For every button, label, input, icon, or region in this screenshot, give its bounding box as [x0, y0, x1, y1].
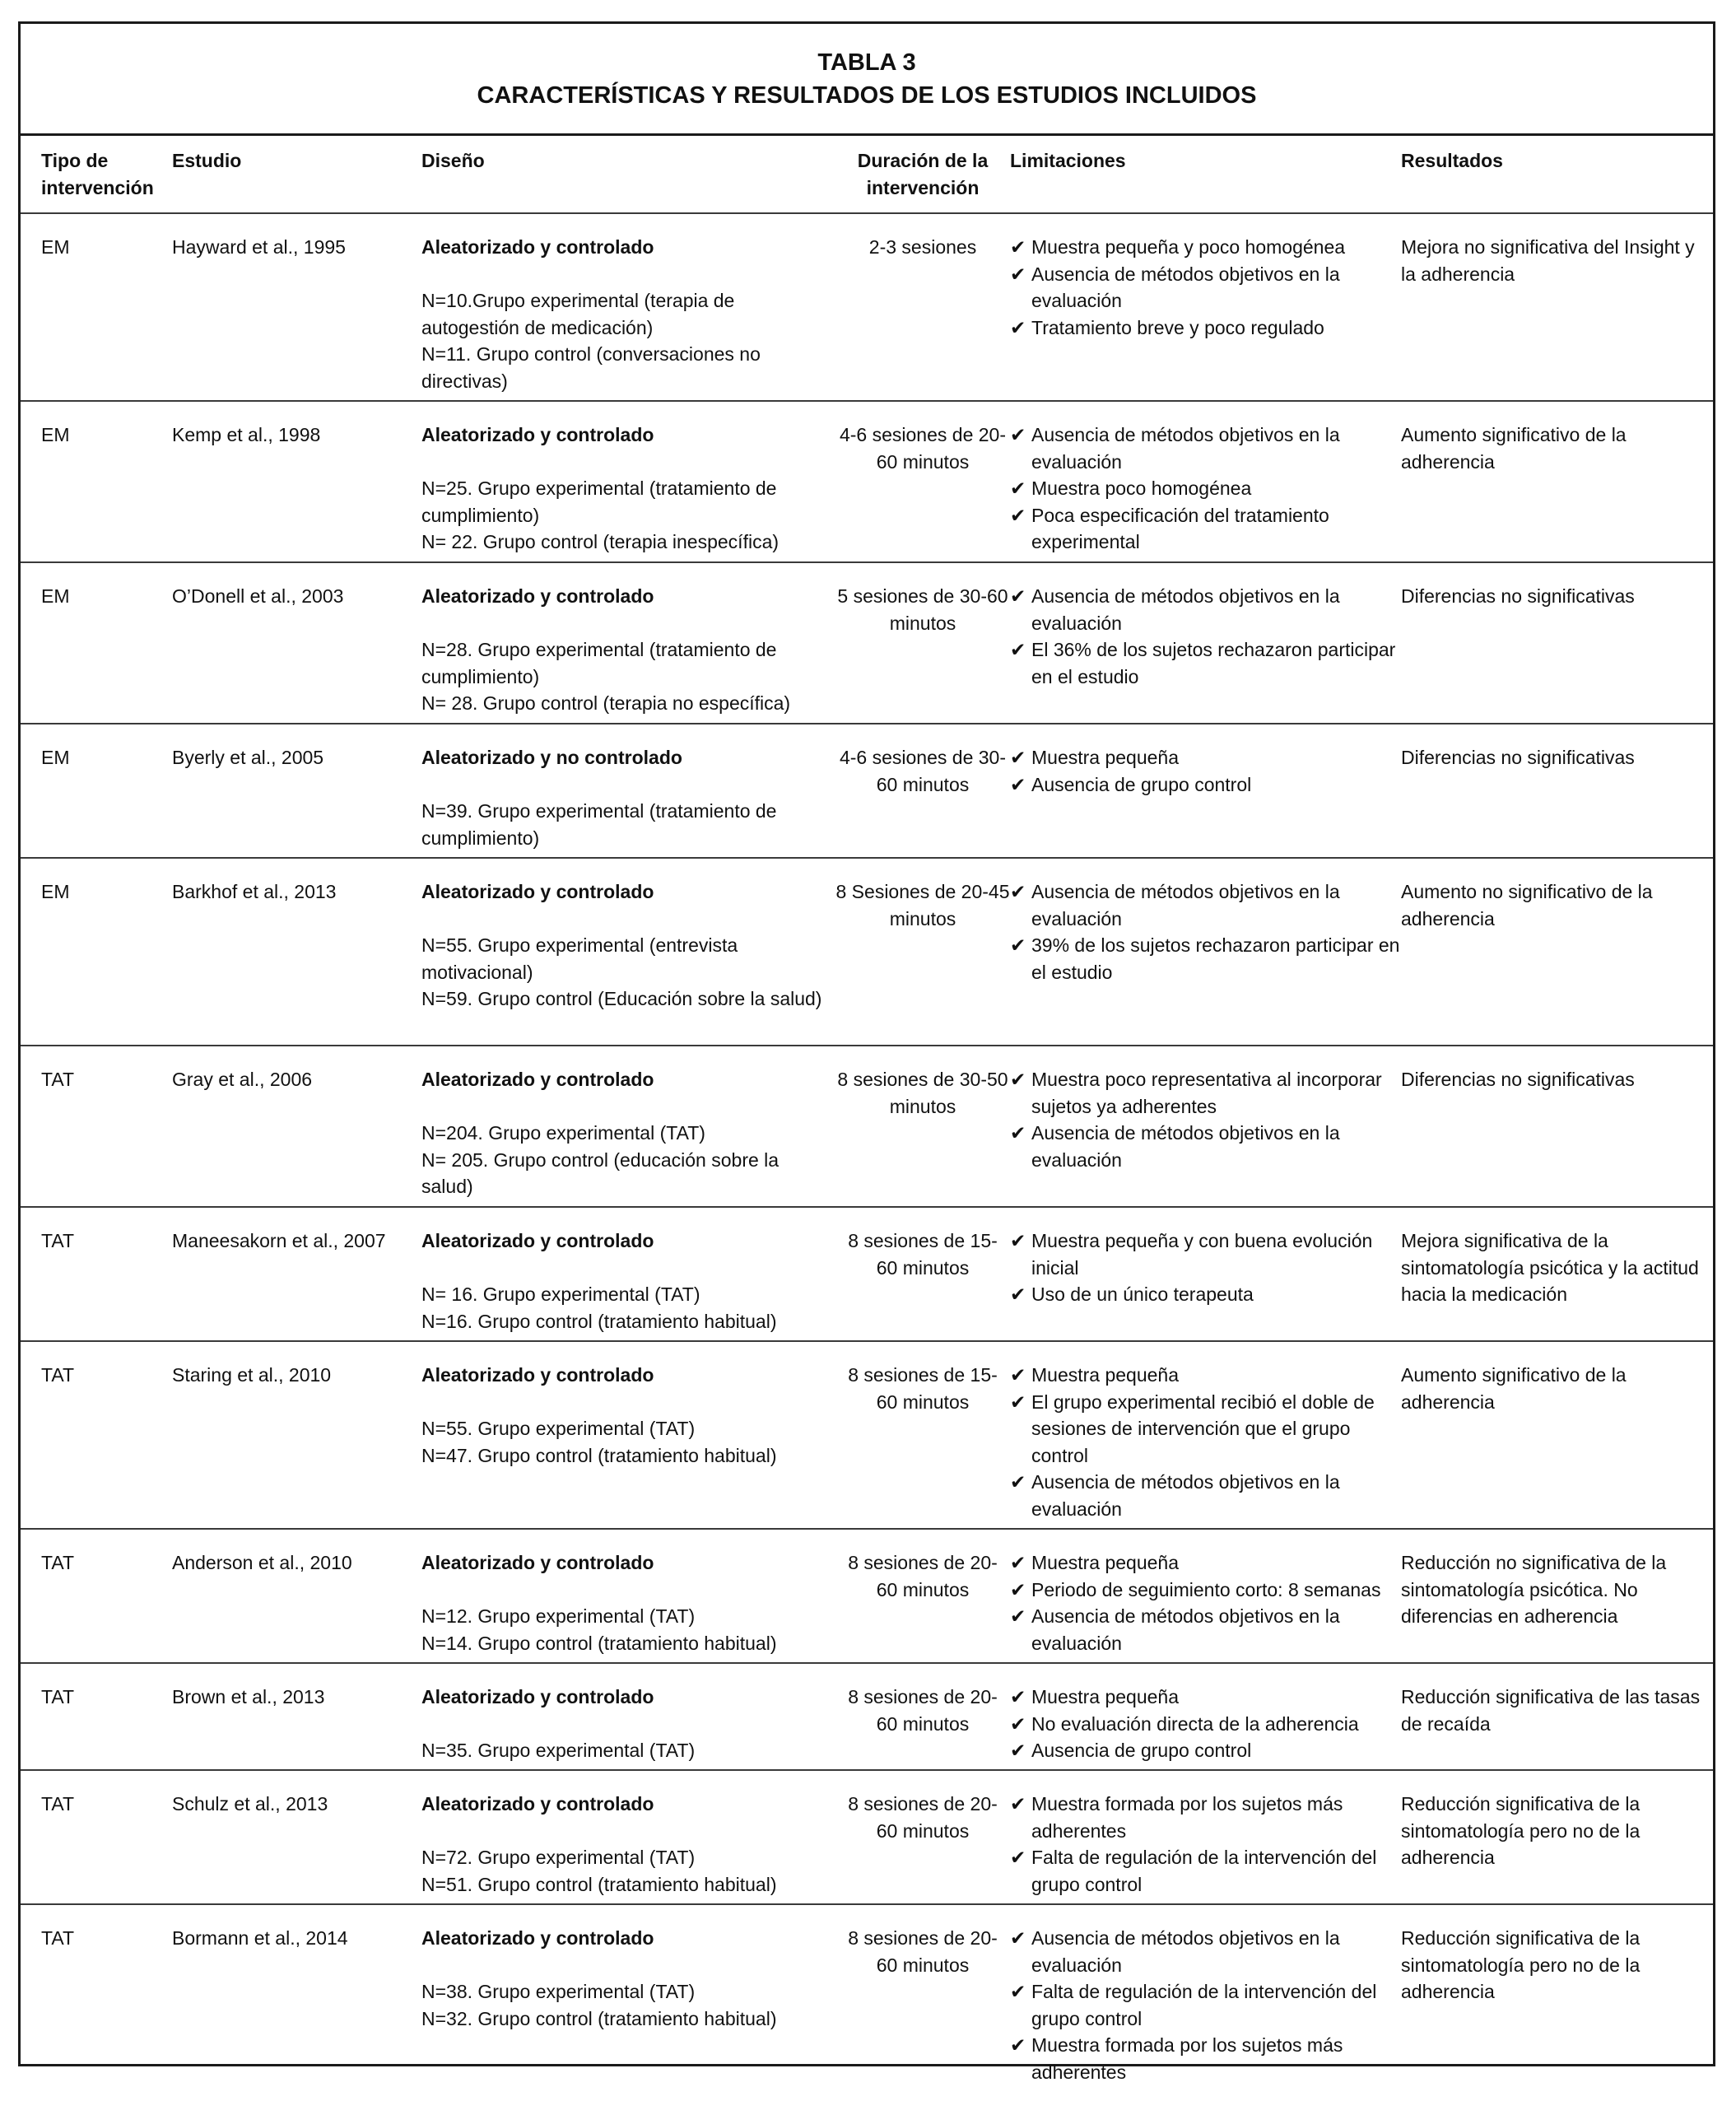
table-row: [21, 1530, 1713, 1664]
check-icon: ✔: [1010, 1069, 1026, 1090]
cell-estudio: Anderson et al., 2010: [172, 1552, 352, 1573]
design-type: Aleatorizado y controlado: [421, 881, 654, 902]
limitation-item: [1010, 1925, 1405, 1978]
design-type: Aleatorizado y controlado: [421, 1069, 654, 1090]
table-row: [21, 1664, 1713, 1771]
check-icon: ✔: [1010, 773, 1026, 795]
cell-resultados: Reducción no significativa de la sintomatología psicótica. No diferencias en adherencia: [1401, 1552, 1667, 1627]
check-icon: ✔: [1010, 263, 1026, 285]
design-group: N=72. Grupo experimental (TAT): [421, 1847, 696, 1868]
limitation-text: Ausencia de métodos objetivos en la evaluación: [1031, 1605, 1340, 1654]
design-gap: [421, 906, 833, 933]
cell-diseno: [421, 744, 833, 851]
cell-tipo: EM: [41, 747, 70, 768]
cell-limitaciones: [1010, 1791, 1405, 1898]
limitation-item: [1010, 1684, 1405, 1711]
design-type: Aleatorizado y controlado: [421, 1552, 654, 1573]
check-icon: ✔: [1010, 1552, 1026, 1573]
table-row: [21, 402, 1713, 563]
design-group: N=16. Grupo control (tratamiento habitual): [421, 1310, 777, 1332]
limitation-text: Ausencia de métodos objetivos en la evaluación: [1031, 585, 1340, 634]
limitation-item: [1010, 636, 1405, 690]
cell-estudio: Bormann et al., 2014: [172, 1927, 348, 1949]
check-icon: ✔: [1010, 504, 1026, 526]
design-gap: [421, 449, 833, 476]
header-limitaciones: Limitaciones: [1010, 150, 1126, 171]
cell-resultados: Mejora significativa de la sintomatología psicótica y la actitud hacia la medicación: [1401, 1230, 1699, 1305]
cell-tipo: TAT: [41, 1364, 75, 1386]
cell-tipo: TAT: [41, 1927, 75, 1949]
design-group: N=55. Grupo experimental (entrevista motivacional): [421, 934, 738, 983]
cell-resultados: Aumento significativo de la adherencia: [1401, 1364, 1627, 1413]
cell-estudio: Hayward et al., 1995: [172, 236, 346, 258]
design-group: N= 16. Grupo experimental (TAT): [421, 1283, 700, 1305]
limitation-text: Muestra pequeña: [1031, 1364, 1180, 1386]
limitation-text: No evaluación directa de la adherencia: [1031, 1712, 1359, 1735]
design-group: N=35. Grupo experimental (TAT): [421, 1740, 696, 1761]
check-icon: ✔: [1010, 1578, 1026, 1600]
cell-resultados: Diferencias no significativas: [1401, 585, 1635, 607]
limitation-text: Ausencia de métodos objetivos en la evaluación: [1031, 1471, 1340, 1520]
cell-duracion: 4-6 sesiones de 20-60 minutos: [839, 424, 1006, 473]
check-icon: ✔: [1010, 478, 1026, 499]
limitation-text: Ausencia de métodos objetivos en la evaluación: [1031, 263, 1340, 311]
limitation-text: Uso de un único terapeuta: [1031, 1283, 1254, 1305]
design-group: N=38. Grupo experimental (TAT): [421, 1981, 696, 2002]
design-group: N= 28. Grupo control (terapia no específica): [421, 692, 791, 714]
check-icon: ✔: [1010, 236, 1026, 258]
limitation-item: [1010, 1120, 1405, 1173]
cell-duracion: 8 sesiones de 20- 60 minutos: [848, 1927, 998, 1976]
design-group: N=10.Grupo experimental (terapia de autogestión de medicación): [421, 290, 735, 338]
limitation-text: Muestra formada por los sujetos más adherentes: [1031, 2034, 1343, 2083]
design-gap: [421, 1577, 833, 1604]
cell-duracion: 8 sesiones de 30-50 minutos: [837, 1069, 1008, 1117]
cell-duracion: 8 sesiones de 20- 60 minutos: [848, 1686, 998, 1735]
design-gap: [421, 610, 833, 637]
cell-duracion: 8 Sesiones de 20-45 minutos: [835, 881, 1010, 929]
check-icon: ✔: [1010, 639, 1026, 660]
design-group: N=51. Grupo control (tratamiento habitual): [421, 1873, 777, 1895]
cell-limitaciones: [1010, 1925, 1405, 2085]
limitation-text: Poca especificación del tratamiento experimental: [1031, 504, 1329, 552]
limitation-text: Muestra pequeña y con buena evolución inicial: [1031, 1230, 1373, 1279]
limitation-item: [1010, 261, 1405, 314]
cell-estudio: Brown et al., 2013: [172, 1686, 325, 1707]
cell-tipo: TAT: [41, 1230, 75, 1251]
limitation-text: Muestra poco representativa al incorporar sujetos ya adherentes: [1031, 1069, 1382, 1117]
table-body: [21, 214, 1713, 2101]
limitation-item: [1010, 1577, 1405, 1604]
limitation-item: [1010, 1228, 1405, 1281]
limitation-item: [1010, 1844, 1405, 1898]
cell-duracion: 8 sesiones de 20- 60 minutos: [848, 1552, 998, 1600]
table-row: [21, 724, 1713, 859]
cell-duracion: 5 sesiones de 30-60 minutos: [837, 585, 1008, 634]
check-icon: ✔: [1010, 1740, 1026, 1761]
check-icon: ✔: [1010, 585, 1026, 607]
design-type: Aleatorizado y controlado: [421, 1364, 654, 1386]
cell-limitaciones: [1010, 1549, 1405, 1656]
limitation-item: [1010, 1362, 1405, 1389]
limitation-item: [1010, 771, 1405, 799]
check-icon: ✔: [1010, 1122, 1026, 1144]
header-tipo: Tipo de intervención: [41, 150, 154, 198]
header-duracion: Duración de la intervención: [857, 150, 989, 198]
design-gap: [421, 1093, 833, 1120]
cell-limitaciones: [1010, 744, 1405, 798]
limitation-item: [1010, 878, 1405, 932]
check-icon: ✔: [1010, 1847, 1026, 1868]
limitation-text: Muestra poco homogénea: [1031, 478, 1252, 499]
cell-tipo: TAT: [41, 1686, 75, 1707]
table-row: [21, 1771, 1713, 1905]
check-icon: ✔: [1010, 934, 1026, 956]
design-gap: [421, 771, 833, 799]
design-type: Aleatorizado y controlado: [421, 1927, 654, 1949]
design-group: N=55. Grupo experimental (TAT): [421, 1418, 696, 1439]
check-icon: ✔: [1010, 1793, 1026, 1814]
limitation-item: [1010, 1711, 1405, 1738]
check-icon: ✔: [1010, 1605, 1026, 1627]
cell-duracion: 8 sesiones de 15- 60 minutos: [848, 1230, 998, 1279]
check-icon: ✔: [1010, 1391, 1026, 1413]
cell-diseno: [421, 234, 833, 394]
cell-tipo: EM: [41, 881, 70, 902]
limitation-item: [1010, 744, 1405, 771]
design-gap: [421, 1255, 833, 1282]
cell-limitaciones: [1010, 1066, 1405, 1173]
limitation-text: Muestra formada por los sujetos más adherentes: [1031, 1793, 1343, 1842]
design-group: N=11. Grupo control (conversaciones no directivas): [421, 343, 761, 392]
design-group: N=47. Grupo control (tratamiento habitual): [421, 1444, 777, 1466]
cell-estudio: O’Donell et al., 2003: [172, 585, 344, 607]
limitation-item: [1010, 1469, 1405, 1522]
limitation-item: [1010, 422, 1405, 475]
check-icon: ✔: [1010, 1364, 1026, 1386]
limitation-item: [1010, 1281, 1405, 1308]
cell-resultados: Reducción significativa de la sintomatología pero no de la adherencia: [1401, 1927, 1641, 2002]
cell-diseno: [421, 1684, 833, 1764]
design-group: N=59. Grupo control (Educación sobre la salud): [421, 988, 822, 1009]
cell-limitaciones: [1010, 1362, 1405, 1522]
check-icon: ✔: [1010, 424, 1026, 445]
table-row: [21, 1046, 1713, 1208]
limitation-text: Ausencia de métodos objetivos en la evaluación: [1031, 1122, 1340, 1171]
table-row: [21, 214, 1713, 402]
cell-resultados: Diferencias no significativas: [1401, 747, 1635, 768]
design-type: Aleatorizado y controlado: [421, 1230, 654, 1251]
limitation-text: 39% de los sujetos rechazaron participar en el estudio: [1031, 934, 1400, 983]
table-row: [21, 563, 1713, 724]
cell-resultados: Reducción significativa de la sintomatología pero no de la adherencia: [1401, 1793, 1641, 1868]
table-title: CARACTERÍSTICAS Y RESULTADOS DE LOS ESTUDIOS INCLUIDOS: [477, 82, 1257, 109]
limitation-item: [1010, 932, 1405, 985]
design-group: N=39. Grupo experimental (tratamiento de cumplimiento): [421, 800, 777, 849]
limitation-text: Falta de regulación de la intervención del grupo control: [1031, 1847, 1377, 1895]
design-group: N= 205. Grupo control (educación sobre la salud): [421, 1148, 780, 1197]
cell-estudio: Schulz et al., 2013: [172, 1793, 328, 1814]
design-gap: [421, 1952, 833, 1979]
cell-tipo: TAT: [41, 1552, 75, 1573]
cell-estudio: Maneesakorn et al., 2007: [172, 1230, 386, 1251]
cell-resultados: Mejora no significativa del Insight y la adherencia: [1401, 236, 1695, 285]
limitation-item: [1010, 1066, 1405, 1120]
cell-estudio: Gray et al., 2006: [172, 1069, 313, 1090]
cell-limitaciones: [1010, 422, 1405, 556]
limitation-text: Muestra pequeña: [1031, 1552, 1180, 1573]
cell-limitaciones: [1010, 1684, 1405, 1764]
cell-limitaciones: [1010, 583, 1405, 690]
cell-diseno: [421, 1549, 833, 1656]
design-type: Aleatorizado y controlado: [421, 585, 654, 607]
cell-tipo: EM: [41, 585, 70, 607]
design-type: Aleatorizado y controlado: [421, 1793, 654, 1814]
limitation-text: Ausencia de métodos objetivos en la evaluación: [1031, 424, 1340, 473]
cell-tipo: EM: [41, 236, 70, 258]
limitation-item: [1010, 1791, 1405, 1844]
limitation-item: [1010, 1978, 1405, 2032]
design-type: Aleatorizado y no controlado: [421, 747, 682, 768]
cell-diseno: [421, 422, 833, 556]
limitation-text: Muestra pequeña: [1031, 1686, 1180, 1707]
limitation-text: Ausencia de grupo control: [1031, 773, 1252, 795]
limitation-text: Ausencia de métodos objetivos en la evaluación: [1031, 1927, 1340, 1976]
design-group: N=14. Grupo control (tratamiento habitual): [421, 1632, 777, 1654]
limitation-item: [1010, 1737, 1405, 1764]
check-icon: ✔: [1010, 1686, 1026, 1707]
cell-estudio: Barkhof et al., 2013: [172, 881, 337, 902]
cell-diseno: [421, 878, 833, 1013]
check-icon: ✔: [1010, 1283, 1026, 1305]
design-group: N=28. Grupo experimental (tratamiento de cumplimiento): [421, 639, 777, 687]
header-resultados: Resultados: [1401, 150, 1503, 171]
results-table: [18, 21, 1715, 2083]
cell-diseno: [421, 1791, 833, 1898]
cell-duracion: 4-6 sesiones de 30-60 minutos: [839, 747, 1006, 795]
table-row: [21, 1342, 1713, 1530]
table-number: TABLA 3: [817, 49, 916, 76]
cell-duracion: 8 sesiones de 15- 60 minutos: [848, 1364, 998, 1413]
table-header-row: [21, 136, 1713, 214]
cell-duracion: 2-3 sesiones: [868, 236, 977, 258]
limitation-text: Tratamiento breve y poco regulado: [1031, 316, 1324, 338]
check-icon: ✔: [1010, 747, 1026, 768]
cell-limitaciones: [1010, 1228, 1405, 1308]
design-group: N=204. Grupo experimental (TAT): [421, 1122, 705, 1144]
check-icon: ✔: [1010, 316, 1026, 338]
check-icon: ✔: [1010, 1230, 1026, 1251]
cell-resultados: Aumento no significativo de la adherencia: [1401, 881, 1653, 929]
cell-diseno: [421, 1066, 833, 1200]
limitation-item: [1010, 1549, 1405, 1577]
table-title-block: [21, 24, 1713, 136]
limitation-text: El grupo experimental recibió el doble de sesiones de intervención que el grupo control: [1031, 1391, 1375, 1466]
header-estudio: Estudio: [172, 150, 242, 171]
cell-limitaciones: [1010, 878, 1405, 985]
check-icon: ✔: [1010, 1927, 1026, 1949]
limitation-text: Falta de regulación de la intervención del grupo control: [1031, 1981, 1377, 2029]
cell-resultados: Diferencias no significativas: [1401, 1069, 1635, 1090]
table-row: [21, 1905, 1713, 2101]
cell-diseno: [421, 583, 833, 717]
design-group: N=25. Grupo experimental (tratamiento de cumplimiento): [421, 478, 777, 526]
limitation-text: El 36% de los sujetos rechazaron participar en el estudio: [1031, 639, 1396, 687]
cell-estudio: Kemp et al., 1998: [172, 424, 321, 445]
design-group: N= 22. Grupo control (terapia inespecífica): [421, 531, 780, 552]
check-icon: ✔: [1010, 881, 1026, 902]
design-group: N=12. Grupo experimental (TAT): [421, 1605, 696, 1627]
cell-estudio: Staring et al., 2010: [172, 1364, 332, 1386]
cell-duracion: 8 sesiones de 20- 60 minutos: [848, 1793, 998, 1842]
limitation-text: Ausencia de métodos objetivos en la evaluación: [1031, 881, 1340, 929]
check-icon: ✔: [1010, 2034, 1026, 2056]
limitation-item: [1010, 2032, 1405, 2085]
design-type: Aleatorizado y controlado: [421, 424, 654, 445]
design-gap: [421, 1711, 833, 1738]
cell-resultados: Reducción significativa de las tasas de recaída: [1401, 1686, 1701, 1735]
limitation-item: [1010, 475, 1405, 502]
design-gap: [421, 1389, 833, 1416]
cell-tipo: EM: [41, 424, 70, 445]
cell-tipo: TAT: [41, 1793, 75, 1814]
cell-tipo: TAT: [41, 1069, 75, 1090]
cell-diseno: [421, 1362, 833, 1469]
check-icon: ✔: [1010, 1981, 1026, 2002]
limitation-text: Muestra pequeña: [1031, 747, 1180, 768]
limitation-item: [1010, 583, 1405, 636]
header-diseno: Diseño: [421, 150, 485, 171]
cell-resultados: Aumento significativo de la adherencia: [1401, 424, 1627, 473]
check-icon: ✔: [1010, 1471, 1026, 1493]
design-type: Aleatorizado y controlado: [421, 236, 654, 258]
cell-diseno: [421, 1925, 833, 2032]
limitation-text: Ausencia de grupo control: [1031, 1740, 1252, 1761]
cell-limitaciones: [1010, 234, 1405, 341]
design-group: N=32. Grupo control (tratamiento habitual): [421, 2007, 777, 2029]
cell-diseno: [421, 1228, 833, 1335]
design-type: Aleatorizado y controlado: [421, 1686, 654, 1707]
limitation-item: [1010, 1603, 1405, 1656]
table-row: [21, 1208, 1713, 1342]
limitation-text: Muestra pequeña y poco homogénea: [1031, 236, 1346, 258]
limitation-item: [1010, 314, 1405, 342]
limitation-item: [1010, 502, 1405, 556]
table-row: [21, 859, 1713, 1046]
limitation-item: [1010, 1389, 1405, 1470]
limitation-item: [1010, 234, 1405, 261]
design-gap: [421, 261, 833, 288]
limitation-text: Periodo de seguimiento corto: 8 semanas: [1031, 1578, 1381, 1600]
cell-estudio: Byerly et al., 2005: [172, 747, 324, 768]
check-icon: ✔: [1010, 1712, 1026, 1735]
design-gap: [421, 1818, 833, 1845]
